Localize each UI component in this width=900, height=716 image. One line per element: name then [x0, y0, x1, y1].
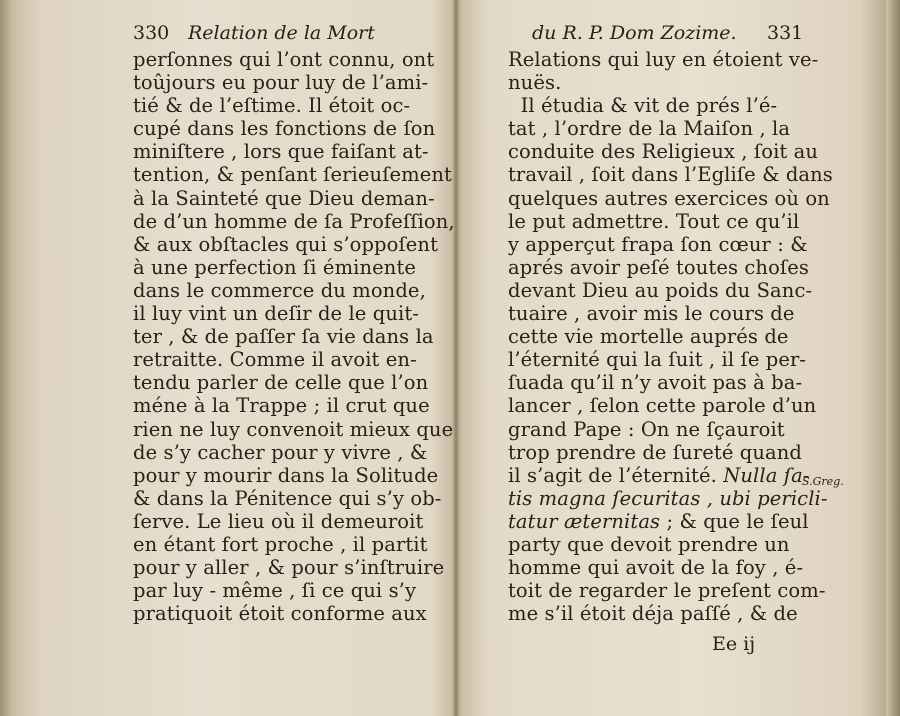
text-line: cupé dans les fonctions de ſon: [133, 117, 436, 141]
text-line: méne à la Trappe ; il crut que: [133, 394, 430, 418]
text-line: Relations qui luy en étoient ve-: [508, 48, 819, 71]
left-page-text: [133, 48, 455, 625]
latin-quote: Nulla ſa-: [723, 463, 810, 487]
text-line: rien ne luy convenoit mieux que: [133, 417, 454, 441]
text-line: & dans la Pénitence qui s’y ob-: [133, 486, 442, 510]
text-line: devant Dieu au poids du Sanc-: [508, 278, 813, 302]
text-line: homme qui avoit de la foy , é-: [508, 556, 804, 580]
text-line: toûjours eu pour luy de l’ami-: [133, 71, 429, 95]
left-page-edge: [0, 0, 12, 716]
page-number-right: 331: [767, 22, 804, 44]
text-run: ; & que le ſeul: [660, 509, 809, 533]
text-line: tendu parler de celle que l’on: [133, 371, 429, 395]
text-line: miniſtere , lors que faiſant at-: [133, 140, 429, 164]
text-line: Il étudia & vit de prés l’é-: [508, 94, 778, 118]
text-line: party que devoit prendre un: [508, 532, 790, 556]
text-line: ſuada qu’il n’y avoit pas à ba-: [508, 371, 803, 395]
text-line: travail , ſoit dans l’Egliſe & dans: [508, 163, 833, 187]
text-line: pratiquoit étoit conforme aux: [133, 602, 427, 626]
text-line: ter , & de paſſer ſa vie dans la: [133, 325, 434, 349]
text-line: [508, 510, 833, 533]
text-line: & aux obſtacles qui s’oppoſent: [133, 232, 439, 256]
text-line: en étant fort proche , il partit: [133, 532, 428, 556]
running-head-left: Relation de la Mort: [188, 22, 375, 44]
text-line: de s’y cacher pour y vivre , &: [133, 440, 428, 464]
text-line: [508, 464, 833, 487]
margin-note: S.Greg.: [802, 475, 844, 488]
page-number-left: 330: [133, 22, 170, 44]
text-line: pour y aller , & pour s’inſtruire: [133, 556, 445, 580]
text-line: perſonnes qui l’ont connu, ont: [133, 48, 435, 71]
text-line: de d’un homme de ſa Profeſſion,: [133, 209, 455, 233]
text-line: le put admettre. Tout ce qu’il: [508, 209, 800, 233]
text-line: retraitte. Comme il avoit en-: [133, 348, 417, 372]
text-run: il s’agit de l’éternité.: [508, 463, 724, 487]
text-line: aprés avoir peſé toutes choſes: [508, 255, 809, 279]
text-line: par luy - même , ſi ce qui s’y: [133, 579, 417, 603]
text-line: tié & de l’eſtime. Il étoit oc-: [133, 94, 411, 118]
text-line: à la Sainteté que Dieu deman-: [133, 186, 435, 210]
text-line: me s’il étoit déja paſſé , & de: [508, 602, 798, 626]
text-line: y apperçut frapa ſon cœur : &: [508, 232, 808, 256]
text-line: nuës.: [508, 71, 562, 95]
text-line: pour y mourir dans la Solitude: [133, 463, 439, 487]
right-page: [470, 0, 890, 716]
text-line: ſerve. Le lieu où il demeuroit: [133, 509, 424, 533]
text-line: toit de regarder le preſent com-: [508, 579, 826, 603]
text-line: il luy vint un deſir de le quit-: [133, 302, 419, 326]
text-line: cette vie mortelle auprés de: [508, 325, 789, 349]
text-line: l’éternité qui la ſuit , il ſe per-: [508, 348, 807, 372]
text-line: conduite des Religieux , ſoit au: [508, 140, 819, 164]
text-line: tuaire , avoir mis le cours de: [508, 302, 795, 326]
running-head-right: du R. P. Dom Zozime.: [532, 22, 737, 44]
left-page: [40, 0, 455, 716]
text-line: lancer , ſelon cette parole d’un: [508, 394, 817, 418]
latin-quote: tatur æternitas: [508, 509, 661, 533]
text-line: à une perfection ſi éminente: [133, 255, 417, 279]
text-line: grand Pape : On ne ſçauroit: [508, 417, 785, 441]
signature-mark: Ee ij: [712, 633, 756, 655]
text-line: tat , l’ordre de la Maiſon , la: [508, 117, 791, 141]
text-line: tention, & penſant ſerieuſement: [133, 163, 452, 187]
latin-quote-line: tis magna ſecuritas , ubi pericli-: [508, 486, 828, 510]
text-line: trop prendre de ſureté quand: [508, 440, 802, 464]
text-line: dans le commerce du monde,: [133, 278, 426, 302]
text-line: quelques autres exercices où on: [508, 186, 830, 210]
right-page-text: [508, 48, 833, 625]
